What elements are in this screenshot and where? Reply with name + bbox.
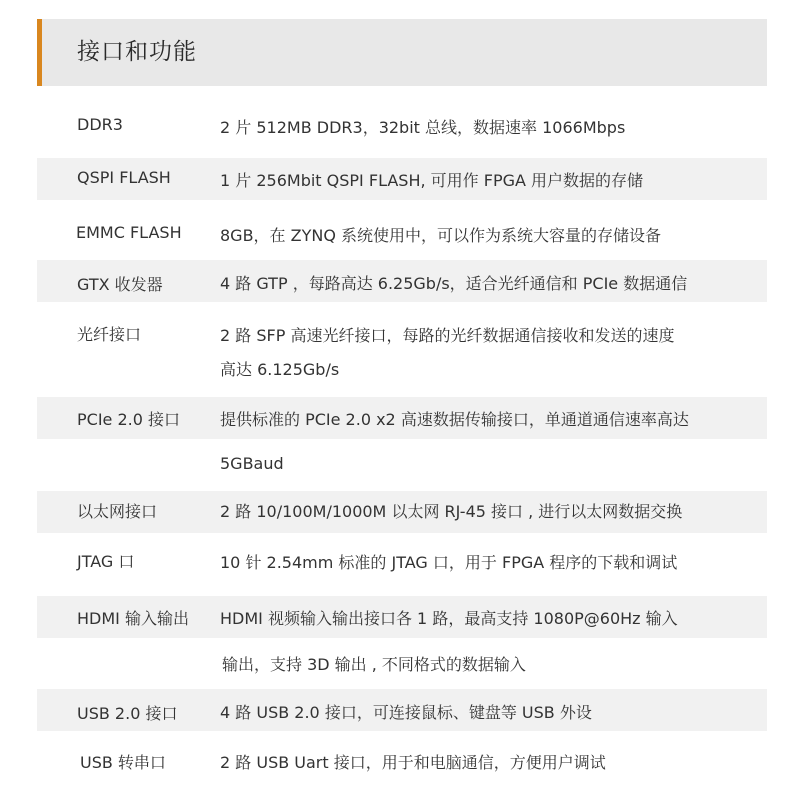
row-value: HDMI 视频输入输出接口各 1 路，最高支持 1080P@60Hz 输入 xyxy=(220,609,678,628)
header-accent-bar xyxy=(37,19,42,86)
table-row-fiber xyxy=(37,306,767,394)
row-label: DDR3 xyxy=(77,115,123,134)
section-title: 接口和功能 xyxy=(77,39,197,65)
row-label: USB 转串口 xyxy=(80,753,166,772)
section-header xyxy=(37,19,767,86)
row-label: 光纤接口 xyxy=(77,325,142,344)
row-value: 1 片 256Mbit QSPI FLASH, 可用作 FPGA 用户数据的存储 xyxy=(220,171,644,190)
row-value: 2 路 10/100M/1000M 以太网 RJ-45 接口 , 进行以太网数据交换 xyxy=(220,502,683,521)
row-value: 4 路 GTP ，每路高达 6.25Gb/s，适合光纤通信和 PCIe 数据通信 xyxy=(220,274,688,293)
row-value: 2 片 512MB DDR3，32bit 总线，数据速率 1066Mbps xyxy=(220,118,626,137)
row-label: HDMI 输入输出 xyxy=(77,609,189,628)
row-value: 10 针 2.54mm 标准的 JTAG 口，用于 FPGA 程序的下载和调试 xyxy=(220,553,678,572)
row-label: EMMC FLASH xyxy=(76,223,182,242)
row-value: 2 路 USB Uart 接口，用于和电脑通信，方便用户调试 xyxy=(220,753,606,772)
row-label: USB 2.0 接口 xyxy=(77,704,178,723)
row-value: 4 路 USB 2.0 接口，可连接鼠标、键盘等 USB 外设 xyxy=(220,703,592,722)
row-value-continued: 高达 6.125Gb/s xyxy=(220,360,340,379)
row-label: PCIe 2.0 接口 xyxy=(77,410,181,429)
row-value: 提供标准的 PCIe 2.0 x2 高速数据传输接口，单通道通信速率高达 xyxy=(220,410,689,429)
row-value: 8GB，在 ZYNQ 系统使用中，可以作为系统大容量的存储设备 xyxy=(220,226,662,245)
row-value-continued: 输出，支持 3D 输出 , 不同格式的数据输入 xyxy=(222,655,526,674)
row-label: GTX 收发器 xyxy=(77,275,163,294)
row-label: JTAG 口 xyxy=(77,552,135,571)
row-value: 2 路 SFP 高速光纤接口，每路的光纤数据通信接收和发送的速度 xyxy=(220,326,675,345)
row-label: 以太网接口 xyxy=(77,502,158,521)
row-label: QSPI FLASH xyxy=(77,168,171,187)
row-value-continued: 5GBaud xyxy=(220,454,284,473)
